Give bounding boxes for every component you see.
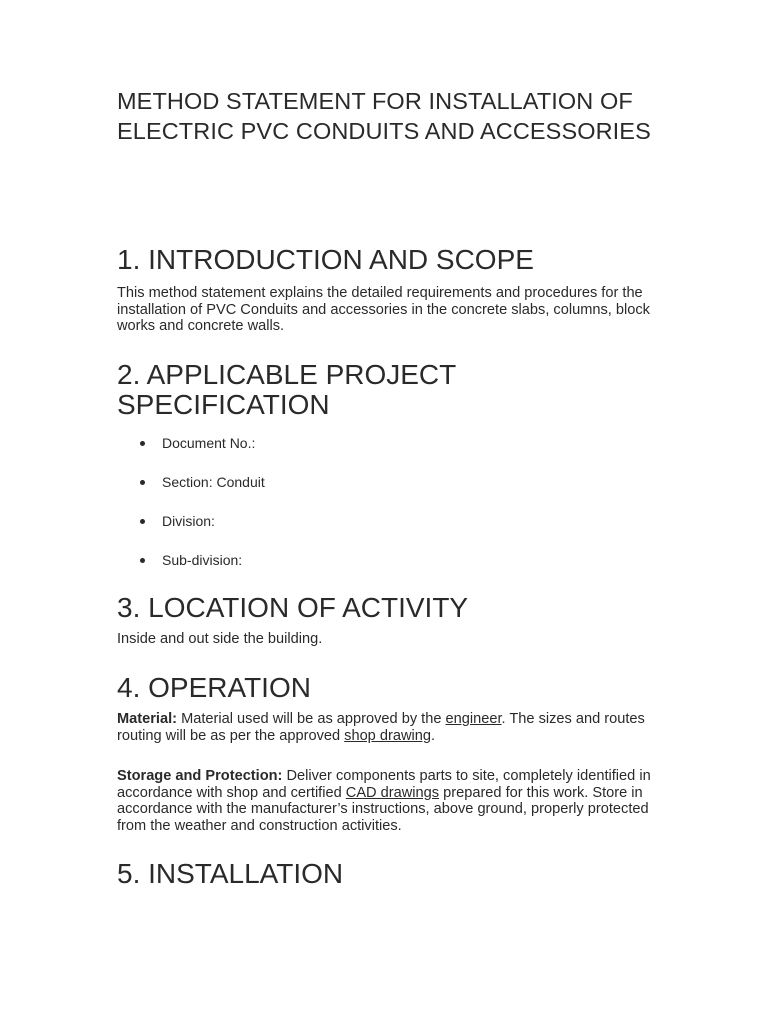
section-heading-location: 3. LOCATION OF ACTIVITY — [117, 592, 469, 623]
section-heading-installation: 5. INSTALLATION — [117, 858, 344, 889]
section-heading-operation: 4. OPERATION — [117, 672, 311, 703]
bullet-icon — [140, 558, 145, 563]
introduction-paragraph: This method statement explains the detailed requirements and procedures for the installation of PVC Conduits and accessories in the concrete slabs, columns, block works and concrete walls. — [117, 285, 650, 335]
material-text: . — [430, 727, 436, 744]
list-item-text: Document No.: — [162, 435, 256, 451]
section-heading-specification: 2. APPLICABLE PROJECT SPECIFICATION — [117, 359, 456, 420]
engineer-link[interactable]: engineer — [445, 711, 502, 727]
cad-drawings-link[interactable]: CAD drawings — [345, 784, 440, 801]
list-item-text: Section: Conduit — [162, 474, 265, 490]
list-item-text: Division: — [162, 513, 215, 529]
location-paragraph: Inside and out side the building. — [117, 631, 323, 647]
storage-text: prepared for this work. Store in accordance with the manufacturer’s instructions, above ground, properly protected from the weather and construction activities. — [117, 784, 649, 834]
shop-drawing-link[interactable]: shop drawing — [344, 727, 431, 744]
bullet-icon — [140, 480, 145, 485]
storage-paragraph — [117, 768, 657, 834]
document-title: METHOD STATEMENT FOR INSTALLATION OF ELECTRIC PVC CONDUITS AND ACCESSORIES — [117, 88, 651, 144]
material-text: Material used will be as approved by the — [177, 711, 446, 727]
storage-label: Storage and Protection: — [117, 768, 283, 784]
section-heading-introduction: 1. INTRODUCTION AND SCOPE — [117, 244, 534, 275]
list-item-text: Sub-division: — [162, 552, 243, 568]
material-label: Material: — [117, 711, 178, 727]
bullet-icon — [140, 519, 145, 524]
material-text: . The sizes and routes routing will be as per the approved — [117, 711, 645, 744]
bullet-icon — [140, 441, 145, 446]
material-paragraph — [117, 711, 657, 744]
storage-text: Deliver components parts to site, completely identified in accordance with shop and certified — [117, 768, 651, 801]
